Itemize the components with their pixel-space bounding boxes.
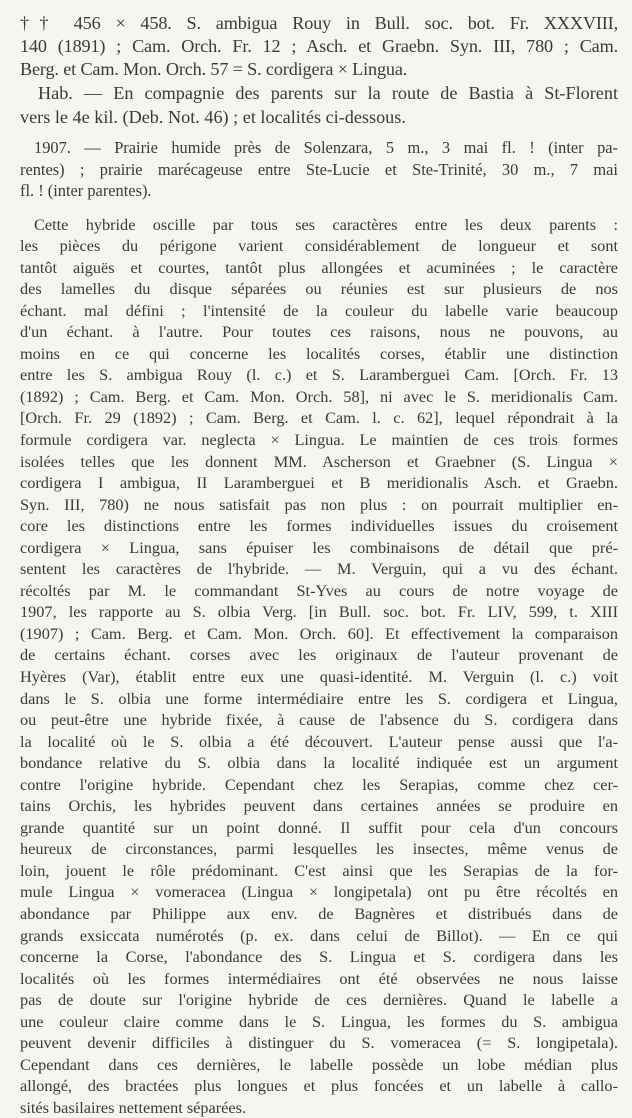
discussion-line: peuvent devenir difficiles à distinguer du S. vomeracea (= S. longipetala). [20,1032,618,1054]
discussion-line: des lamelles du disque séparées ou réunies est sur plusieurs de nos [20,278,618,300]
observation-line-2: rentes) ; prairie marécageuse entre Ste-Lucie et Ste-Trinité, 30 m., 7 mai [20,159,618,181]
species-heading [20,12,618,81]
discussion-line: formule cordigera var. neglecta × Lingua. Le maintien de ces trois formes [20,429,618,451]
discussion-line: isolées telles que les donnent MM. Ascherson et Graebner (S. Lingua × [20,451,618,473]
observation-line-1: 1907. — Prairie humide près de Solenzara, 5 m., 3 mai fl. ! (inter pa- [20,137,618,159]
habitat-line-2: vers le 4e kil. (Deb. Not. 46) ; et localités ci-dessous. [20,105,618,129]
discussion-line: de certains échant. corses avec les originaux de l'auteur provenant de [20,644,618,666]
discussion-line: (1892) ; Cam. Berg. et Cam. Mon. Orch. 58], ni avec le S. meridionalis Cam. [20,386,618,408]
discussion-line: d'un échant. à l'autre. Pour toutes ces raisons, nous ne pouvons, au [20,321,618,343]
discussion-line: tains Orchis, les hybrides peuvent dans certaines années se produire en [20,795,618,817]
discussion-line: moins en ce qui concerne les localités corses, établir une distinction [20,343,618,365]
observation-line-3: fl. ! (inter parentes). [20,180,618,202]
discussion-line: cordigera × Lingua, sans épuiser les combinaisons de détail que pré- [20,537,618,559]
discussion-line: concerne la Corse, l'abondance des S. Lingua et S. cordigera dans les [20,946,618,968]
discussion-line: [Orch. Fr. 29 (1892) ; Cam. Berg. et Cam. l. c. 62], lequel répondrait à la [20,407,618,429]
discussion-line: une couleur claire comme dans le S. Lingua, les formes du S. ambigua [20,1011,618,1033]
discussion-line: les pièces du périgone varient considérablement de longueur et sont [20,235,618,257]
discussion-line: récoltés par M. le commandant St-Yves au cours de notre voyage de [20,580,618,602]
heading-line-3: Berg. et Cam. Mon. Orch. 57 = S. cordigera × Lingua. [20,58,618,81]
discussion-line: Syn. III, 780) ne nous satisfait pas non plus : on pourrait multiplier en- [20,494,618,516]
discussion-line: mule Lingua × vomeracea (Lingua × longipetala) ont pu être récoltés en [20,881,618,903]
discussion-line: abondance par Philippe aux env. de Bagnères et distribués dans de [20,903,618,925]
habitat-line-1: Hab. — En compagnie des parents sur la route de Bastia à St-Florent [20,81,618,105]
discussion-line: tantôt aiguës et courtes, tantôt plus allongées et acuminées ; le caractère [20,257,618,279]
discussion-line: heureux de circonstances, parmi lesquelles les insectes, même venus de [20,838,618,860]
discussion-line: loin, jouent le rôle prédominant. C'est ainsi que les Serapias de la for- [20,860,618,882]
discussion-line: contre l'origine hybride. Cependant chez les Serapias, comme chez cer- [20,774,618,796]
discussion-line: dans le S. olbia une forme intermédiaire entre les S. cordigera et Lingua, [20,688,618,710]
discussion-line: la localité où le S. olbia a été découvert. L'auteur pense aussi que l'a- [20,731,618,753]
discussion-line: Cependant dans ces dernières, le labelle possède un lobe médian plus [20,1054,618,1076]
heading-line-1: †† 456 × 458. S. ambigua Rouy in Bull. soc. bot. Fr. XXXVIII, [20,12,618,35]
discussion-line: 1907, les rapporte au S. olbia Verg. [in Bull. soc. bot. Fr. LIV, 599, t. XIII [20,601,618,623]
discussion-line: Cette hybride oscille par tous ses caractères entre les deux parents : [20,214,618,236]
discussion-line: grands exsiccata numérotés (p. ex. dans celui de Billot). — En ce qui [20,925,618,947]
discussion-line: (1907) ; Cam. Berg. et Cam. Mon. Orch. 60]. Et effectivement la comparaison [20,623,618,645]
discussion-line: ou peut-être une hybride fixée, à cause de l'absence du S. cordigera dans [20,709,618,731]
discussion-line: grande quantité sur un point donné. Il suffit pour cela d'un concours [20,817,618,839]
habitat-paragraph [20,81,618,129]
discussion-paragraph [20,214,618,1118]
observation-paragraph [20,137,618,202]
discussion-line: sités basilaires nettement séparées. [20,1097,618,1118]
discussion-line: sentent les caractères de l'hybride. — M. Verguin, qui a vu des échant. [20,558,618,580]
discussion-line: échant. mal défini ; l'intensité de la couleur du labelle varie beaucoup [20,300,618,322]
discussion-line: core les distinctions entre les formes individuelles issues du croisement [20,515,618,537]
discussion-line: allongé, des bractées plus longues et plus foncées et un labelle à callo- [20,1075,618,1097]
discussion-line: cordigera I ambigua, II Laramberguei et B meridionalis Asch. et Graebn. [20,472,618,494]
discussion-line: localités où les formes intermédiaires ont été observées ne nous laisse [20,968,618,990]
discussion-line: bondance relative du S. olbia dans la localité indiquée est un argument [20,752,618,774]
discussion-line: pas de doute sur l'origine hybride de ces dernières. Quand le labelle a [20,989,618,1011]
discussion-line: entre les S. ambigua Rouy (l. c.) et S. Laramberguei Cam. [Orch. Fr. 13 [20,364,618,386]
heading-line-2: 140 (1891) ; Cam. Orch. Fr. 12 ; Asch. et Graebn. Syn. III, 780 ; Cam. [20,35,618,58]
discussion-line: Hyères (Var), établit entre eux une quasi-identité. M. Verguin (l. c.) voit [20,666,618,688]
